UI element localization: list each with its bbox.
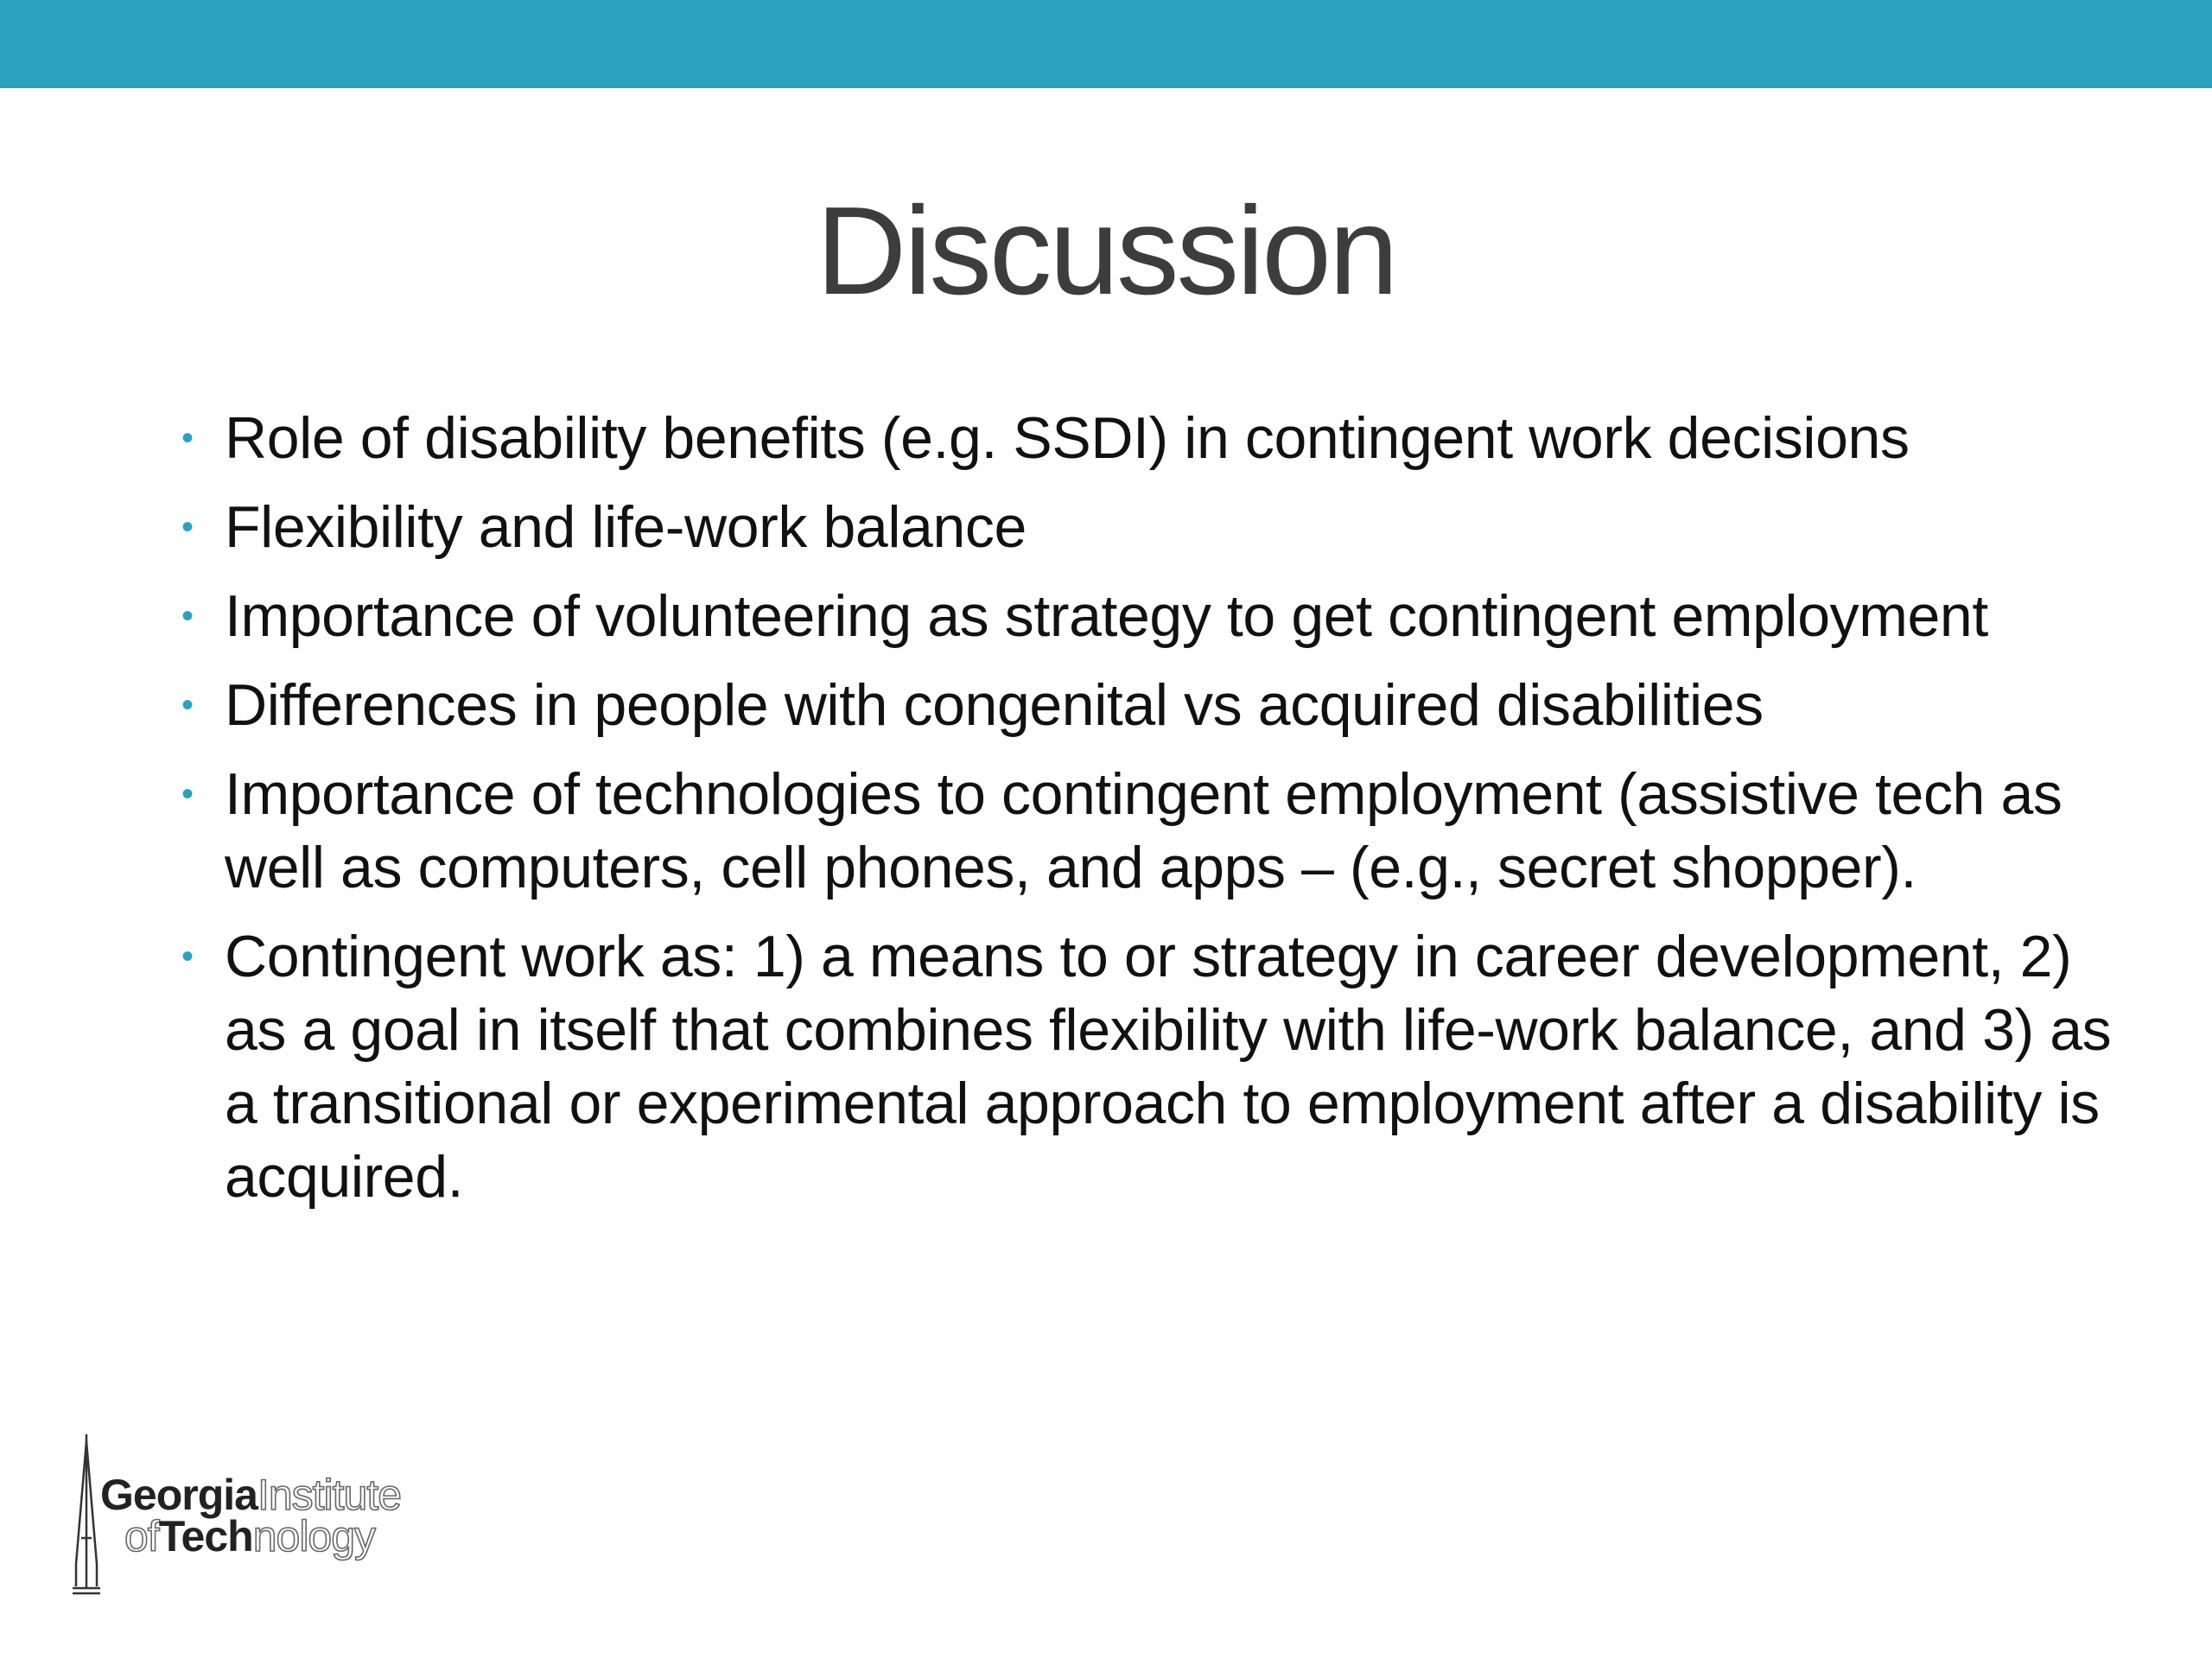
tower-icon — [73, 1434, 100, 1593]
bullet-icon: • — [181, 686, 194, 724]
logo-nology: nology — [252, 1512, 376, 1560]
header-bar — [0, 0, 2212, 88]
slide-title: Discussion — [816, 181, 1396, 321]
georgia-tech-logo — [71, 1434, 555, 1599]
logo-georgia: Georgia — [100, 1471, 257, 1519]
bullet-icon: • — [181, 938, 194, 976]
list-item — [173, 402, 2143, 475]
list-item — [173, 491, 2143, 564]
bullet-text: Importance of technologies to contingent employment (assistive tech as well as computers, cell phones, and apps – (e.g., secret shopper). — [225, 761, 2063, 900]
logo-institute: Institute — [257, 1471, 402, 1519]
bullet-icon: • — [181, 508, 194, 546]
list-item — [173, 669, 2143, 742]
bullet-icon: • — [181, 419, 194, 457]
logo-of: of — [124, 1512, 159, 1560]
list-item — [173, 920, 2143, 1214]
bullet-text: Role of disability benefits (e.g. SSDI) in contingent work decisions — [225, 405, 1910, 471]
bullet-text: Contingent work as: 1) a means to or strategy in career development, 2) as a goal in itself that combines flexibility with life-work balance, and 3) as a transitional or experimental approach to employment after a disability is acquired. — [225, 924, 2112, 1210]
georgia-tech-logo-graphic — [71, 1434, 555, 1599]
bullet-text: Importance of volunteering as strategy to get contingent employment — [225, 583, 1988, 649]
bullet-text: Flexibility and life-work balance — [225, 494, 1027, 560]
list-item — [173, 580, 2143, 653]
bullet-icon: • — [181, 597, 194, 635]
logo-tech: Tech — [158, 1512, 253, 1560]
bullet-list — [173, 402, 2143, 1230]
list-item — [173, 758, 2143, 905]
bullet-icon: • — [181, 775, 194, 813]
svg-text:ofTechnology — [124, 1512, 376, 1560]
bullet-text: Differences in people with congenital vs acquired disabilities — [225, 672, 1764, 738]
